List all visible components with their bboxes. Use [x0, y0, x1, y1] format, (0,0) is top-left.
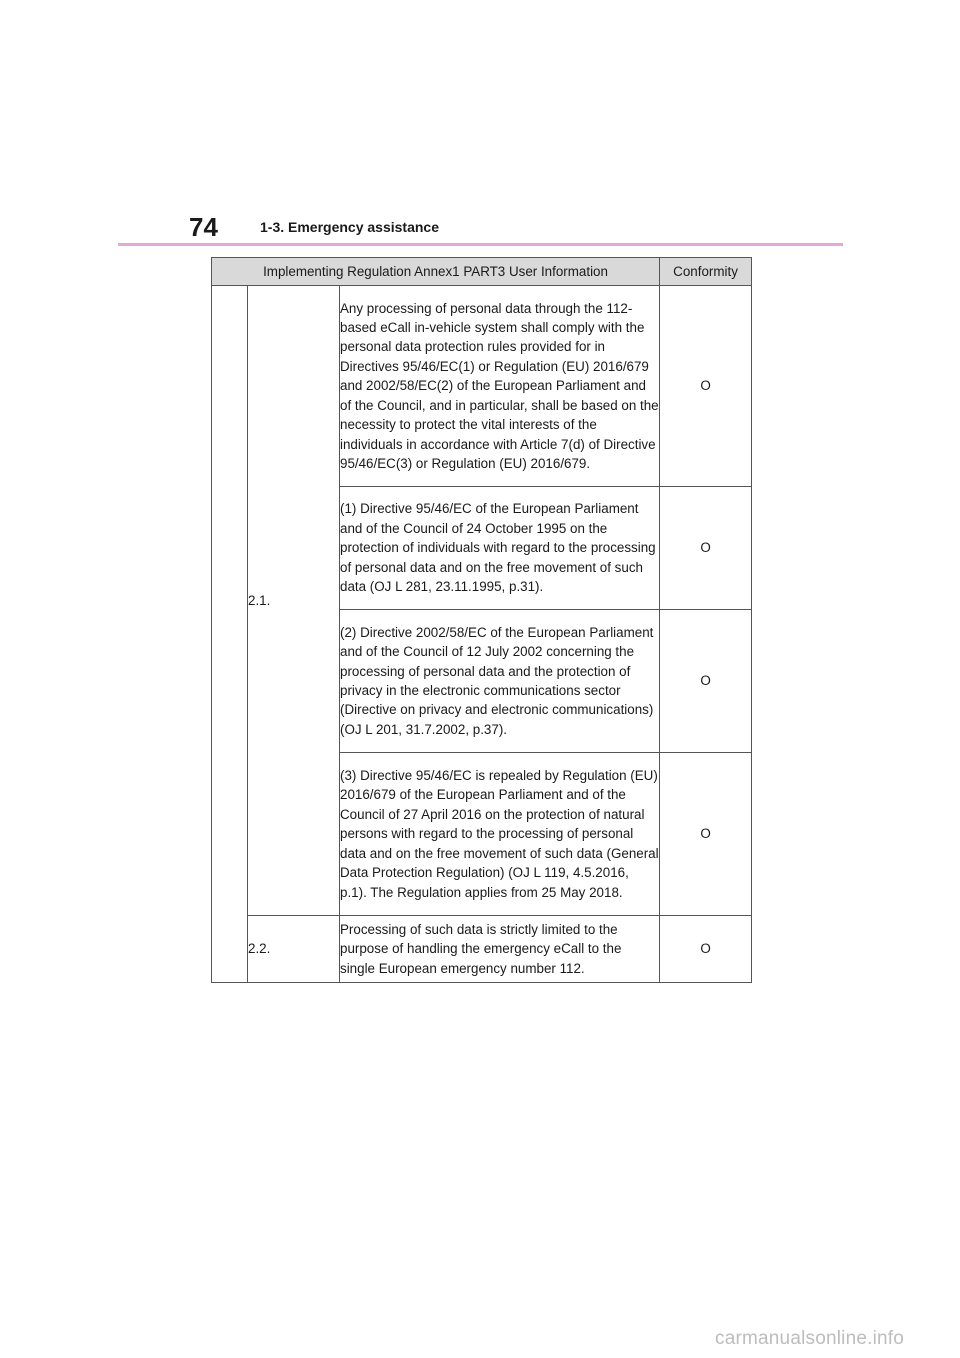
section-title: 1-3. Emergency assistance: [260, 219, 439, 235]
header-rule: [118, 243, 843, 246]
section-number: 2.1.: [248, 286, 340, 916]
table-header-row: [212, 258, 752, 286]
conformity-mark: O: [660, 286, 752, 487]
user-information-table: [211, 257, 752, 983]
section-number: 2.2.: [248, 916, 340, 983]
conformity-mark: O: [660, 916, 752, 983]
watermark: carmanualsonline.info: [715, 1328, 905, 1349]
blank-column: [212, 286, 248, 983]
regulation-text: Processing of such data is strictly limited to the purpose of handling the emergency eCall to the single European emergency number 112.: [340, 916, 660, 983]
column-header-conformity: Conformity: [660, 258, 752, 286]
table-row: [212, 286, 752, 487]
conformity-mark: O: [660, 753, 752, 916]
column-header-regulation: Implementing Regulation Annex1 PART3 User Information: [212, 258, 660, 286]
footnote-text: (3) Directive 95/46/EC is repealed by Regulation (EU) 2016/679 of the European Parliament and of the Council of 27 April 2016 on the protection of natural persons with regard to the processing of personal data and on the free movement of such data (General Data Protection Regulation) (OJ L 119, 4.5.2016, p.1). The Regulation applies from 25 May 2018.: [340, 753, 660, 916]
table-row: [212, 916, 752, 983]
conformity-mark: O: [660, 610, 752, 753]
regulation-text: Any processing of personal data through the 112-based eCall in-vehicle system shall comply with the personal data protection rules provided for in Directives 95/46/EC(1) or Regulation (EU) 2016/679 and 2002/58/EC(2) of the European Parliament and of the Council, and in particular, shall be based on the necessity to protect the vital interests of the individuals in accordance with Article 7(d) of Directive 95/46/EC(3) or Regulation (EU) 2016/679.: [340, 286, 660, 487]
page-number: 74: [189, 212, 218, 242]
footnote-text: (2) Directive 2002/58/EC of the European Parliament and of the Council of 12 July 2002 concerning the processing of personal data and the protection of privacy in the electronic communications sector (Directive on privacy and electronic communications) (OJ L 201, 31.7.2002, p.37).: [340, 610, 660, 753]
footnote-text: (1) Directive 95/46/EC of the European Parliament and of the Council of 24 October 1995 on the protection of individuals with regard to the processing of personal data and on the free movement of such data (OJ L 281, 23.11.1995, p.31).: [340, 487, 660, 610]
conformity-mark: O: [660, 487, 752, 610]
